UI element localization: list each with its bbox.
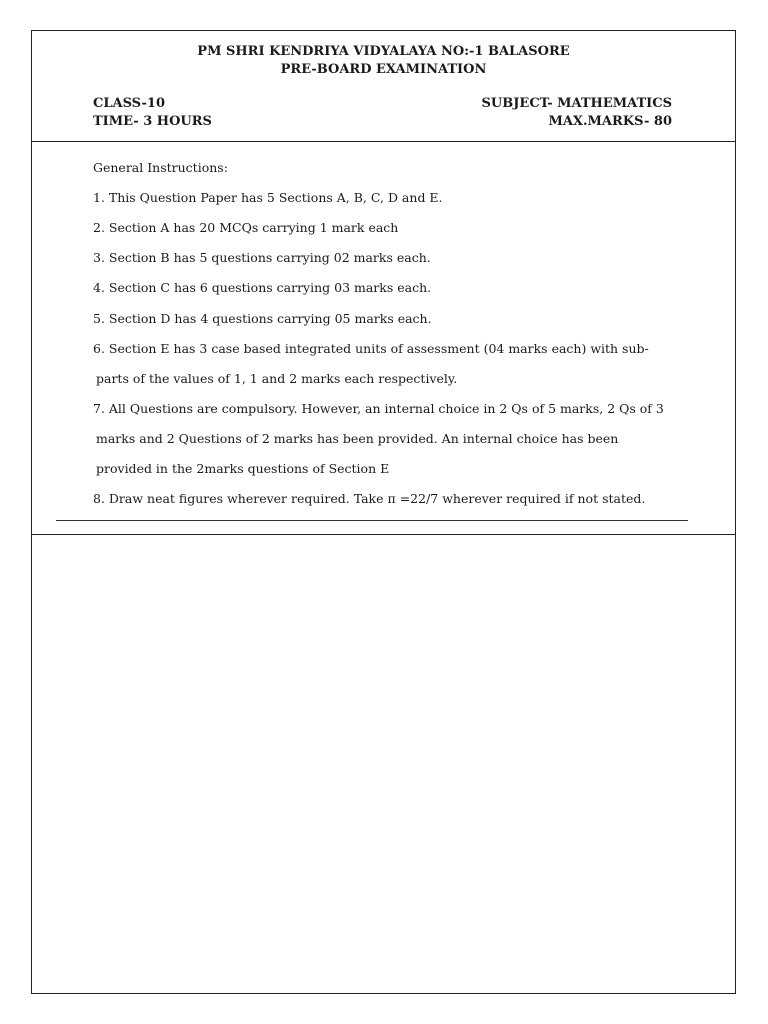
school-name: PM SHRI KENDRIYA VIDYALAYA NO:-1 BALASORE — [197, 44, 570, 59]
general-instructions — [32, 141, 735, 535]
exam-title: PRE-BOARD EXAMINATION — [280, 62, 487, 77]
subject-label: SUBJECT- MATHEMATICS — [481, 96, 672, 111]
instruction-line: parts of the values of 1, 1 and 2 marks each respectively. — [96, 371, 458, 386]
instructions-heading: General Instructions: — [93, 160, 228, 175]
time-label: TIME- 3 HOURS — [93, 114, 212, 129]
instruction-line: 7. All Questions are compulsory. However, an internal choice in 2 Qs of 5 marks, 2 Qs of 3 — [93, 401, 664, 416]
page-border — [31, 30, 736, 994]
max-marks-label: MAX.MARKS- 80 — [548, 114, 672, 129]
instruction-line: 2. Section A has 20 MCQs carrying 1 mark each — [93, 220, 399, 235]
instruction-line: 5. Section D has 4 questions carrying 05 marks each. — [93, 311, 432, 326]
divider-rule — [56, 520, 688, 521]
instruction-line: provided in the 2marks questions of Section E — [96, 461, 390, 476]
instruction-line: 3. Section B has 5 questions carrying 02 marks each. — [93, 250, 431, 265]
instruction-line: 1. This Question Paper has 5 Sections A, B, C, D and E. — [93, 190, 443, 205]
class-label: CLASS-10 — [93, 96, 166, 111]
instruction-line: 4. Section C has 6 questions carrying 03 marks each. — [93, 280, 432, 295]
instruction-line: marks and 2 Questions of 2 marks has been provided. An internal choice has been — [96, 431, 619, 446]
instruction-line: 8. Draw neat figures wherever required. Take π =22/7 wherever required if not stated. — [93, 491, 646, 506]
paper-header — [32, 31, 735, 142]
instruction-line: 6. Section E has 3 case based integrated units of assessment (04 marks each) with sub- — [93, 341, 649, 356]
